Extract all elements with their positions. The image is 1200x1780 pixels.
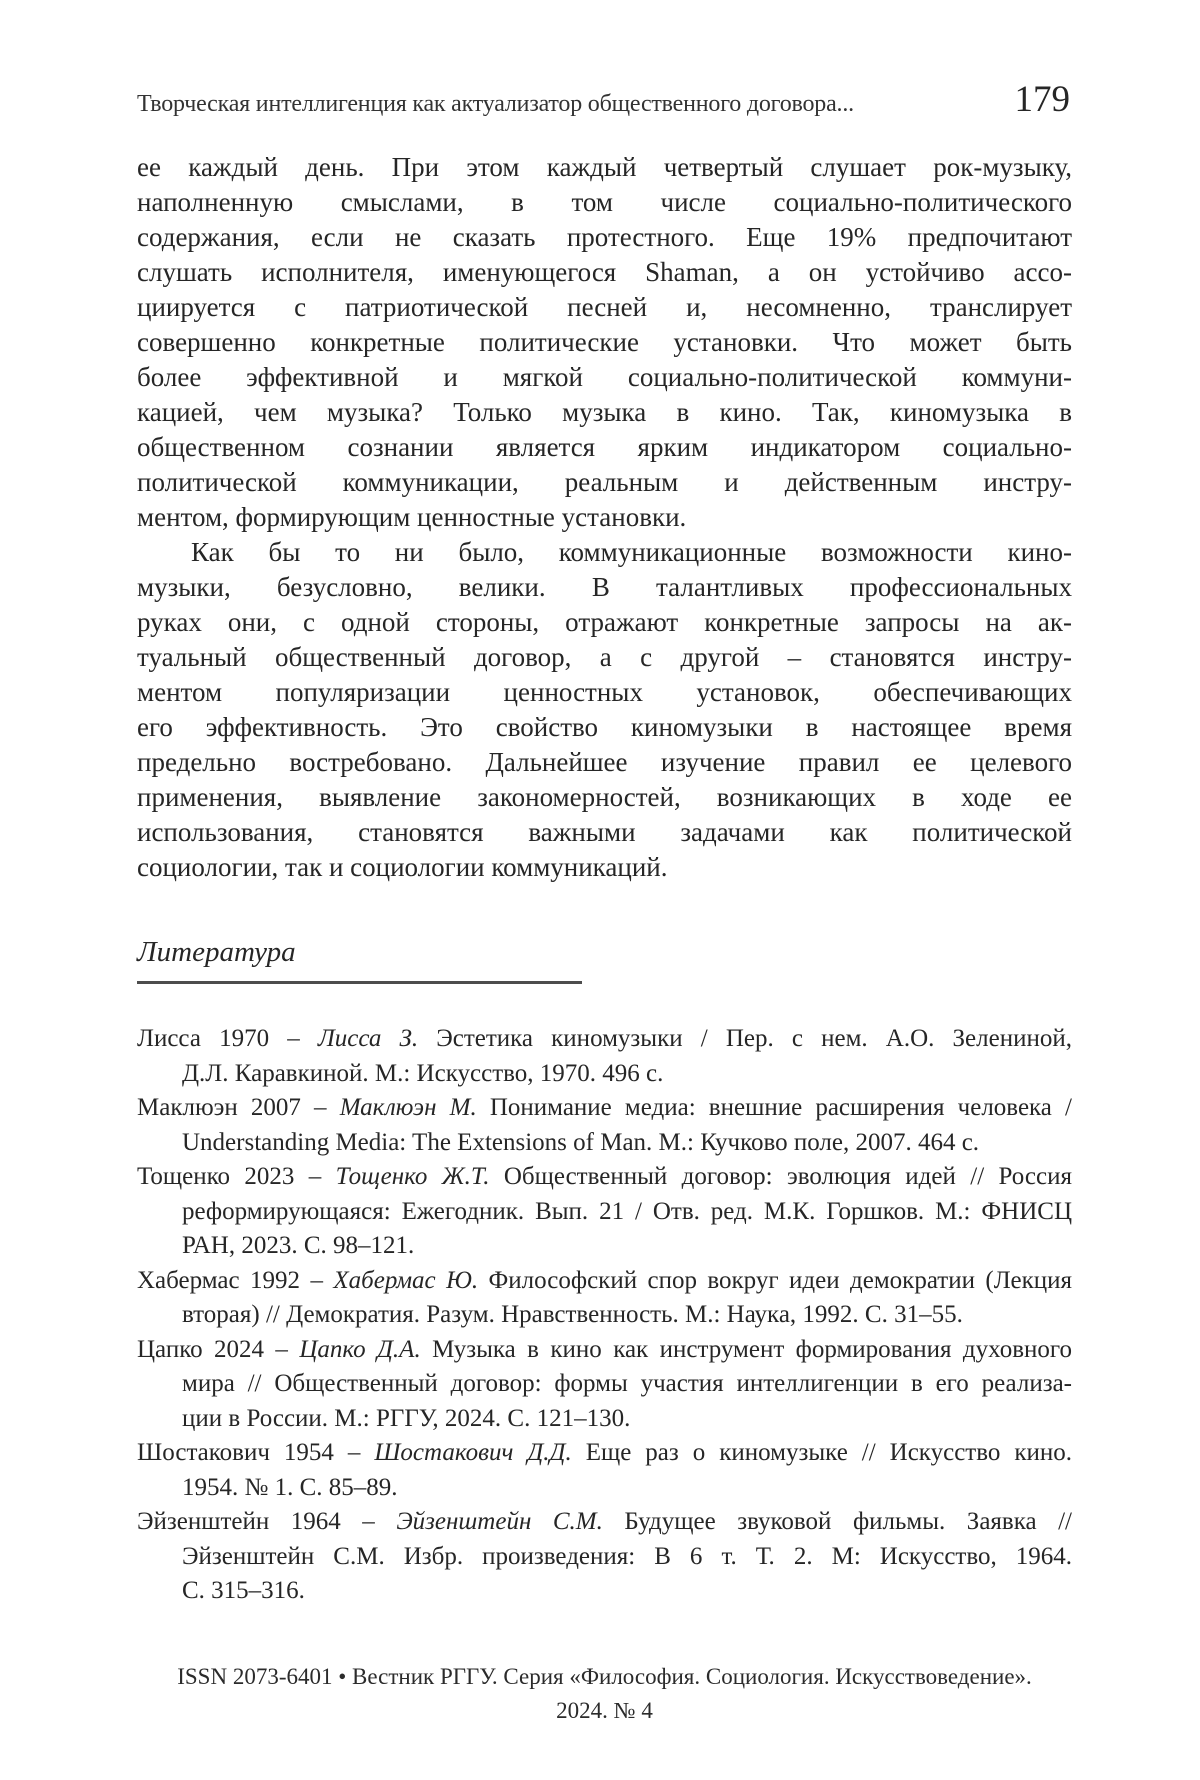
body-line: его эффективность. Это свойство киномузыки в настоящее время [137,712,1072,742]
body-line: ментом популяризации ценностных установок, обеспечивающих [137,677,1072,707]
reference-text: Будущее звуковой фильмы. Заявка // [602,1508,1072,1535]
body-line: более эффективной и мягкой социально-политической коммуни- [137,362,1072,392]
page-header [137,78,1070,121]
reference-line: 1954. № 1. С. 85–89. [182,1473,398,1501]
reference-line: РАН, 2023. С. 98–121. [182,1232,415,1259]
reference-entry [137,1160,1072,1264]
reference-author: Хабермас Ю. [333,1266,479,1294]
body-line: использования, становятся важными задачами как политической [137,817,1072,847]
body-line: циируется с патриотической песней и, несомненно, транслирует [137,292,1072,322]
reference-author: Лисса З. [317,1025,419,1052]
body-line: туальный общественный договор, а с другой – становятся инстру- [137,642,1072,672]
reference-line: С. 315–316. [182,1577,305,1604]
page-number: 179 [1014,79,1070,120]
body-line: общественном сознании является ярким индикатором социально- [137,432,1072,462]
reference-label: Тощенко 2023 – [137,1163,336,1190]
footer-issn-line: ISSN 2073-6401 • Вестник РГГУ. Серия «Философия. Социология. Искусствоведение». [177,1664,1032,1689]
reference-author: Цапко Д.А. [299,1335,421,1363]
page-footer [137,1660,1072,1728]
body-line: ментом, формирующим ценностные установки. [137,502,687,532]
reference-label: Шостакович 1954 – [137,1439,375,1466]
reference-line: реформирующаяся: Ежегодник. Вып. 21 / Отв. ред. М.К. Горшков. М.: ФНИСЦ [182,1197,1072,1225]
body-line: применения, выявление закономерностей, возникающих в ходе ее [137,782,1072,812]
reference-line: Эйзенштейн С.М. Избр. произведения: В 6 т. Т. 2. М: Искусство, 1964. [182,1542,1072,1570]
reference-entry [137,1333,1072,1437]
reference-line [137,1505,1072,1540]
reference-line [137,1436,1072,1471]
reference-label: Эйзенштейн 1964 – [137,1508,397,1535]
reference-entry [137,1264,1072,1333]
body-line: ее каждый день. При этом каждый четвертый слушает рок-музыку, [137,152,1072,182]
literature-heading: Литература [137,936,296,968]
body-line: политической коммуникации, реальным и действенным инстру- [137,467,1072,497]
literature-rule [137,981,582,984]
reference-entry [137,1091,1072,1160]
reference-entry [137,1505,1072,1609]
reference-label: Маклюэн 2007 – [137,1094,340,1121]
reference-text: Музыка в кино как инструмент формирования духовного [420,1335,1073,1363]
body-line: Как бы то ни было, коммуникационные возможности кино- [191,537,1072,567]
reference-author: Шостакович Д.Д. [374,1439,572,1466]
reference-line [137,1264,1072,1299]
reference-line [137,1091,1072,1126]
body-line: содержания, если не сказать протестного. Еще 19% предпочитают [137,222,1072,252]
body-line: руках они, с одной стороны, отражают конкретные запросы на ак- [137,607,1072,637]
reference-author: Маклюэн М. [339,1094,477,1121]
reference-text: Общественный договор: эволюция идей // Россия [489,1163,1072,1190]
reference-author: Эйзенштейн С.М. [396,1508,603,1535]
reference-line: Д.Л. Каравкиной. М.: Искусство, 1970. 496 с. [182,1059,664,1087]
body-line: предельно востребовано. Дальнейшее изучение правил ее целевого [137,747,1072,777]
body-line: слушать исполнителя, именующегося Shaman, а он устойчиво ассо- [137,257,1072,287]
body-line: музыки, безусловно, велики. В талантливых профессиональных [137,572,1072,602]
reference-entry [137,1436,1072,1505]
reference-line: ции в России. М.: РГГУ, 2024. С. 121–130. [182,1404,631,1432]
running-title: Творческая интеллигенция как актуализатор общественного договора... [137,91,854,117]
reference-label: Лисса 1970 – [137,1025,318,1052]
body-line: наполненную смыслами, в том числе социально-политического [137,187,1072,217]
reference-list [137,1022,1072,1609]
reference-label: Цапко 2024 – [137,1335,300,1363]
reference-author: Тощенко Ж.Т. [335,1163,490,1190]
article-body [137,150,1072,885]
paragraph [137,150,1072,535]
reference-label: Хабермас 1992 – [137,1266,334,1294]
reference-line: мира // Общественный договор: формы участия интеллигенции в его реализа- [182,1370,1072,1397]
reference-text: Понимание медиа: внешние расширения человека / [476,1094,1072,1121]
reference-text: Еще раз о киномузыке // Искусство кино. [571,1439,1072,1466]
body-line: социологии, так и социологии коммуникаций. [137,852,668,882]
reference-line: вторая) // Демократия. Разум. Нравственность. М.: Наука, 1992. С. 31–55. [182,1301,963,1328]
body-line: кацией, чем музыка? Только музыка в кино. Так, киномузыка в [137,397,1072,427]
reference-line [137,1022,1072,1057]
footer-issue-line: 2024. № 4 [556,1698,653,1723]
reference-text: Эстетика киномузыки / Пер. с нем. А.О. Зелениной, [418,1025,1072,1052]
reference-line [137,1160,1072,1195]
reference-line [137,1333,1072,1368]
reference-line: Understanding Media: The Extensions of Man. М.: Кучково поле, 2007. 464 с. [182,1128,980,1156]
reference-entry [137,1022,1072,1091]
paragraph [137,535,1072,885]
body-line: совершенно конкретные политические установки. Что может быть [137,327,1072,357]
reference-text: Философский спор вокруг идеи демократии (Лекция [478,1266,1072,1294]
